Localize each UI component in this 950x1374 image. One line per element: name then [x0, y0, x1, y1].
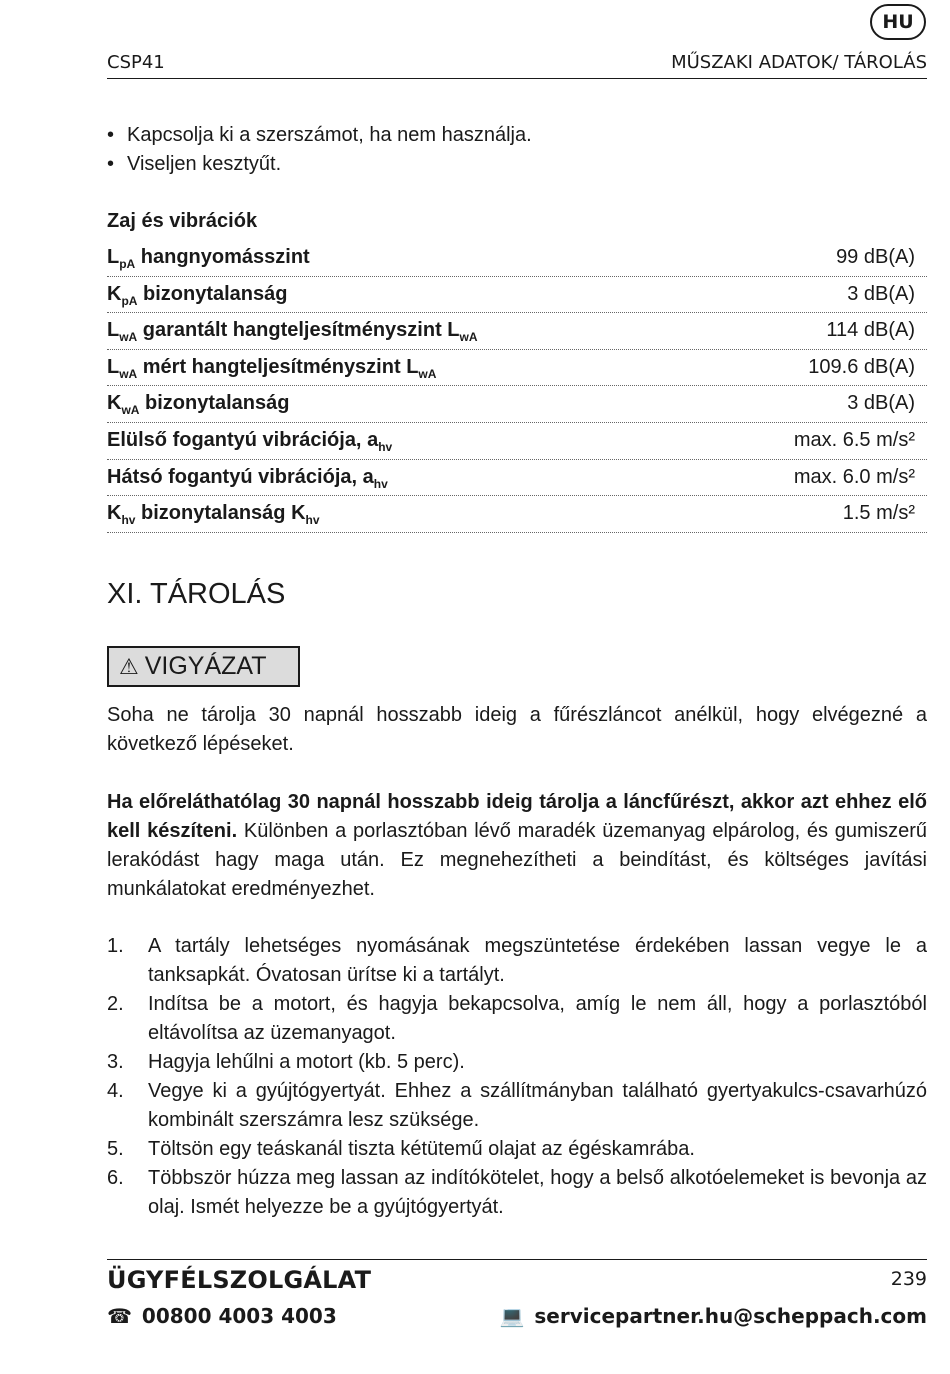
step-number: 2. [107, 993, 124, 1015]
email-contact[interactable] [500, 1304, 928, 1328]
bullet-text: Kapcsolja ki a szerszámot, ha nem használja. [127, 124, 532, 146]
spec-label [107, 246, 310, 271]
storage-step [107, 1164, 927, 1222]
step-number: 3. [107, 1051, 124, 1073]
phone-number: 00800 4003 4003 [141, 1304, 337, 1328]
phone-icon: ☎ [107, 1304, 132, 1328]
spec-value: max. 6.0 m/s² [793, 465, 915, 488]
model-name: CSP41 [107, 52, 165, 73]
service-title: ÜGYFÉLSZOLGÁLAT [107, 1266, 372, 1294]
spec-label-sub: wA [119, 366, 138, 381]
footer-divider [107, 1259, 927, 1260]
spec-label-label: Hátsó fogantyú vibrációja, [107, 465, 363, 488]
step-text: Hagyja lehűlni a motort (kb. 5 perc). [148, 1051, 465, 1073]
spec-label-symbol2: a [362, 465, 374, 488]
spec-label-label: garantált hangteljesítményszint [137, 319, 448, 342]
spec-label-symbol: K [107, 392, 122, 415]
spec-label-sub: pA [121, 293, 138, 308]
storage-steps [107, 932, 927, 1222]
spec-label-symbol: L [107, 319, 120, 342]
spec-value: 3 dB(A) [847, 282, 915, 305]
spec-label-sub2: hv [378, 439, 393, 454]
spec-value: 3 dB(A) [847, 392, 915, 415]
caution-text: Soha ne tárolja 30 napnál hosszabb ideig a fűrészláncot anélkül, hogy elvégezné a következő lépéseket. [107, 704, 927, 755]
spec-label-sub2: wA [418, 366, 437, 381]
caution-label: VIGYÁZAT [144, 652, 267, 680]
storage-step [107, 1077, 927, 1135]
spec-row [107, 496, 927, 533]
header-divider [107, 78, 927, 79]
storage-intro-bold: Ha előreláthatólag 30 napnál hosszabb ideig tárolja a láncfűrészt, akkor azt ehhez elő kell készíteni. [107, 791, 927, 842]
spec-value: 1.5 m/s² [842, 502, 915, 525]
spec-label-symbol2: L [406, 355, 419, 378]
email-address[interactable]: servicepartner.hu@scheppach.com [534, 1304, 927, 1328]
spec-value: max. 6.5 m/s² [793, 428, 915, 451]
spec-label-sub: wA [119, 330, 138, 345]
spec-label-label: Elülső fogantyú vibrációja, [107, 428, 368, 451]
step-text: Indítsa be a motort, és hagyja bekapcsolva, amíg le nem áll, hogy a porlasztóból eltávolítsa az üzemanyagot. [148, 993, 927, 1044]
spec-row [107, 277, 927, 314]
spec-label [107, 283, 287, 308]
step-text: Töltsön egy teáskanál tiszta kétütemű olajat az égéskamrába. [148, 1138, 695, 1160]
step-number: 6. [107, 1167, 124, 1189]
warning-triangle-icon: ⚠ [119, 654, 139, 679]
storage-step [107, 1135, 927, 1164]
spec-label [107, 466, 388, 491]
spec-label-sub: wA [121, 403, 140, 418]
storage-step [107, 990, 927, 1048]
spec-row [107, 350, 927, 387]
step-text: Többször húzza meg lassan az indítókötelet, hogy a belső alkotóelemeket is bevonja az olaj. Ismét helyezze be a gyújtógyertyát. [148, 1167, 927, 1218]
spec-label-sub2: hv [373, 476, 388, 491]
step-text: A tartály lehetséges nyomásának megszüntetése érdekében lassan vegye le a tanksapkát. Óvatosan ürítse ki a tartályt. [148, 935, 927, 986]
spec-label [107, 392, 289, 417]
spec-label [107, 319, 478, 344]
spec-label-label: bizonytalanság [135, 502, 292, 525]
spec-label-sub2: wA [459, 330, 478, 345]
storage-intro-rest: Különben a porlasztóban lévő maradék üzemanyag elpárolog, és gumiszerű lerakódást hagy maga után. Ez megnehezítheti a beindítást, és költséges javítási munkálatokat eredményezhet. [107, 820, 927, 900]
spec-label-symbol: K [107, 282, 122, 305]
spec-row [107, 240, 927, 277]
step-number: 4. [107, 1080, 124, 1102]
spec-label-label: hangnyomásszint [135, 246, 310, 268]
spec-label [107, 429, 392, 454]
spec-label-sub: pA [119, 257, 136, 271]
spec-row [107, 460, 927, 497]
spec-row [107, 313, 927, 350]
storage-intro [107, 788, 927, 904]
spec-table [107, 240, 927, 533]
step-number: 5. [107, 1138, 124, 1160]
step-text: Vegye ki a gyújtógyertyát. Ehhez a szállítmányban található gyertyakulcs-csavarhúzó kombinált szerszámra lesz szüksége. [148, 1080, 927, 1131]
section-header: MŰSZAKI ADATOK/ TÁROLÁS [671, 52, 927, 73]
spec-label-symbol2: a [367, 428, 379, 451]
storage-step [107, 932, 927, 990]
noise-vibration-heading: Zaj és vibrációk [107, 210, 258, 232]
spec-row [107, 386, 927, 423]
spec-label-label: bizonytalanság [139, 392, 290, 415]
spec-label-symbol2: K [291, 502, 306, 525]
spec-value: 114 dB(A) [826, 319, 915, 342]
page-number: 239 [890, 1268, 927, 1290]
language-badge: HU [870, 4, 926, 40]
spec-value: 109.6 dB(A) [808, 355, 915, 378]
spec-label-label: bizonytalanság [137, 282, 288, 305]
spec-value: 99 dB(A) [836, 246, 915, 268]
bullet-item: • Kapcsolja ki a szerszámot, ha nem használja. [107, 124, 532, 146]
caution-box [107, 646, 300, 687]
spec-label-label: mért hangteljesítményszint [137, 355, 407, 378]
spec-label-symbol: L [107, 355, 120, 378]
phone-contact [107, 1304, 337, 1328]
spec-label-sub: hv [121, 513, 136, 528]
step-number: 1. [107, 935, 124, 957]
spec-label [107, 502, 320, 527]
spec-label-symbol2: L [447, 319, 460, 342]
spec-row [107, 423, 927, 460]
bullet-text: Viseljen kesztyűt. [127, 153, 282, 175]
spec-label-sub2: hv [305, 513, 320, 528]
spec-label-symbol: L [107, 246, 120, 268]
computer-icon: 💻 [499, 1304, 525, 1328]
storage-step [107, 1048, 927, 1077]
storage-title: XI. TÁROLÁS [107, 578, 286, 610]
bullet-item: • Viseljen kesztyűt. [107, 153, 282, 175]
spec-label [107, 356, 436, 381]
spec-label-symbol: K [107, 502, 122, 525]
